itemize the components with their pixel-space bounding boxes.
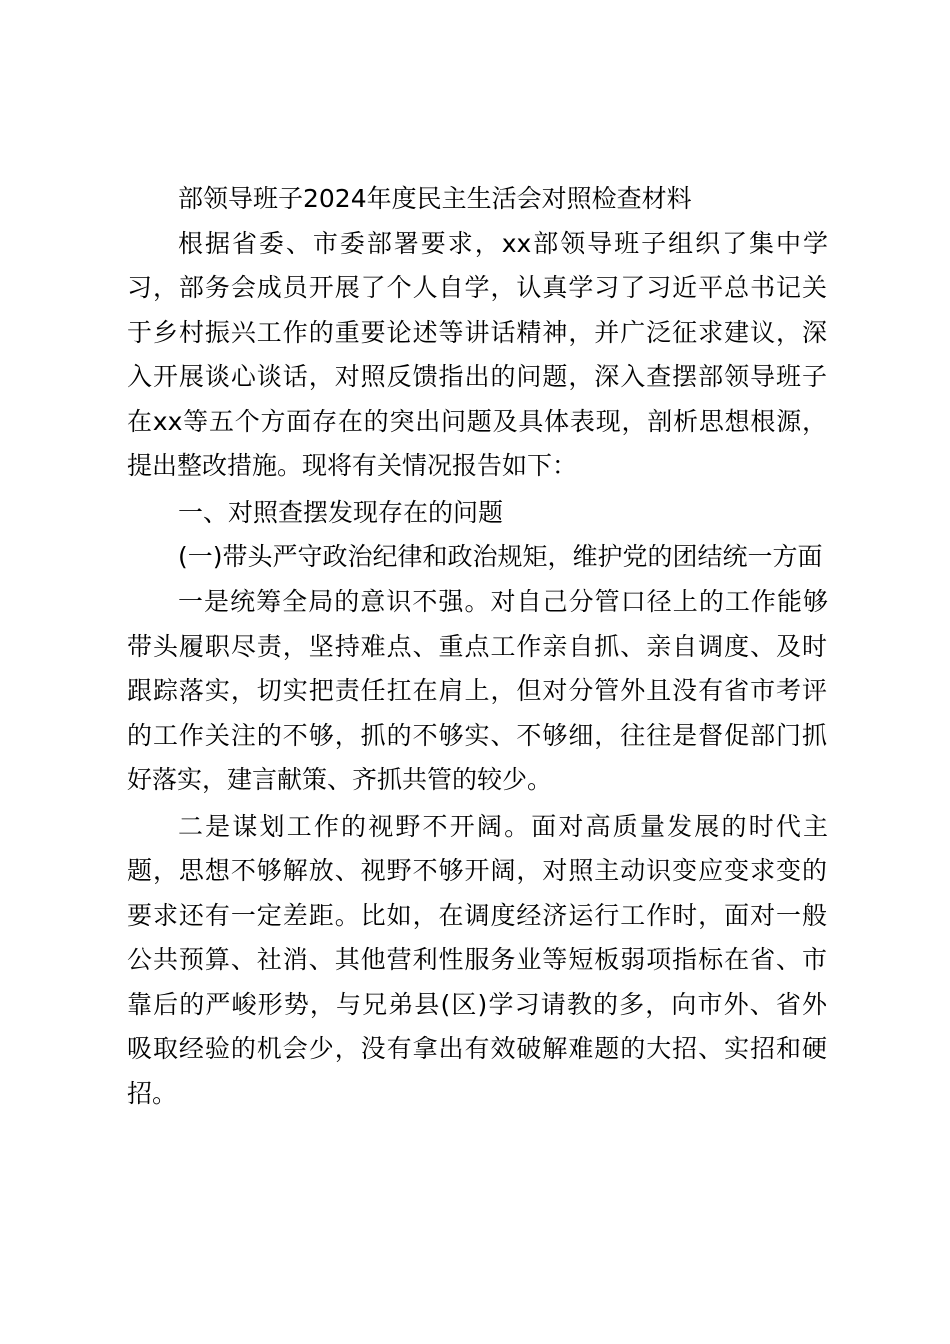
- paragraph-line: 于乡村振兴工作的重要论述等讲话精神，并广泛征求建议，深: [127, 318, 827, 347]
- paragraph-line: 在xx等五个方面存在的突出问题及具体表现，剖析思想根源，: [127, 407, 827, 436]
- paragraph-line: 的工作关注的不够，抓的不够实、不够细，往往是督促部门抓: [127, 721, 827, 750]
- paragraph-line: 好落实，建言献策、齐抓共管的较少。: [127, 765, 553, 794]
- paragraph-line: 带头履职尽责，坚持难点、重点工作亲自抓、亲自调度、及时: [127, 632, 827, 661]
- subsection-heading: (一)带头严守政治纪律和政治规矩，维护党的团结统一方面: [178, 542, 823, 571]
- document-title: 部领导班子2024年度民主生活会对照检查材料: [178, 184, 692, 213]
- section-heading: 一、对照查摆发现存在的问题: [178, 498, 504, 527]
- paragraph-line: 二是谋划工作的视野不开阔。面对高质量发展的时代主: [178, 812, 828, 841]
- paragraph-line: 要求还有一定差距。比如，在调度经济运行工作时，面对一般: [127, 901, 827, 930]
- paragraph-line: 一是统筹全局的意识不强。对自己分管口径上的工作能够: [178, 587, 828, 616]
- paragraph-line: 靠后的严峻形势，与兄弟县(区)学习请教的多，向市外、省外: [127, 990, 827, 1019]
- paragraph-line: 入开展谈心谈话，对照反馈指出的问题，深入查摆部领导班子: [127, 362, 827, 391]
- paragraph-line: 招。: [127, 1079, 178, 1108]
- paragraph-line: 吸取经验的机会少，没有拿出有效破解难题的大招、实招和硬: [127, 1034, 827, 1063]
- paragraph-line: 习，部务会成员开展了个人自学，认真学习了习近平总书记关: [127, 273, 827, 302]
- paragraph-line: 提出整改措施。现将有关情况报告如下：: [127, 451, 578, 480]
- paragraph-line: 跟踪落实，切实把责任扛在肩上，但对分管外且没有省市考评: [127, 676, 827, 705]
- paragraph-line: 根据省委、市委部署要求，xx部领导班子组织了集中学: [178, 229, 828, 258]
- paragraph-line: 公共预算、社消、其他营利性服务业等短板弱项指标在省、市: [127, 945, 827, 974]
- paragraph-line: 题，思想不够解放、视野不够开阔，对照主动识变应变求变的: [127, 856, 827, 885]
